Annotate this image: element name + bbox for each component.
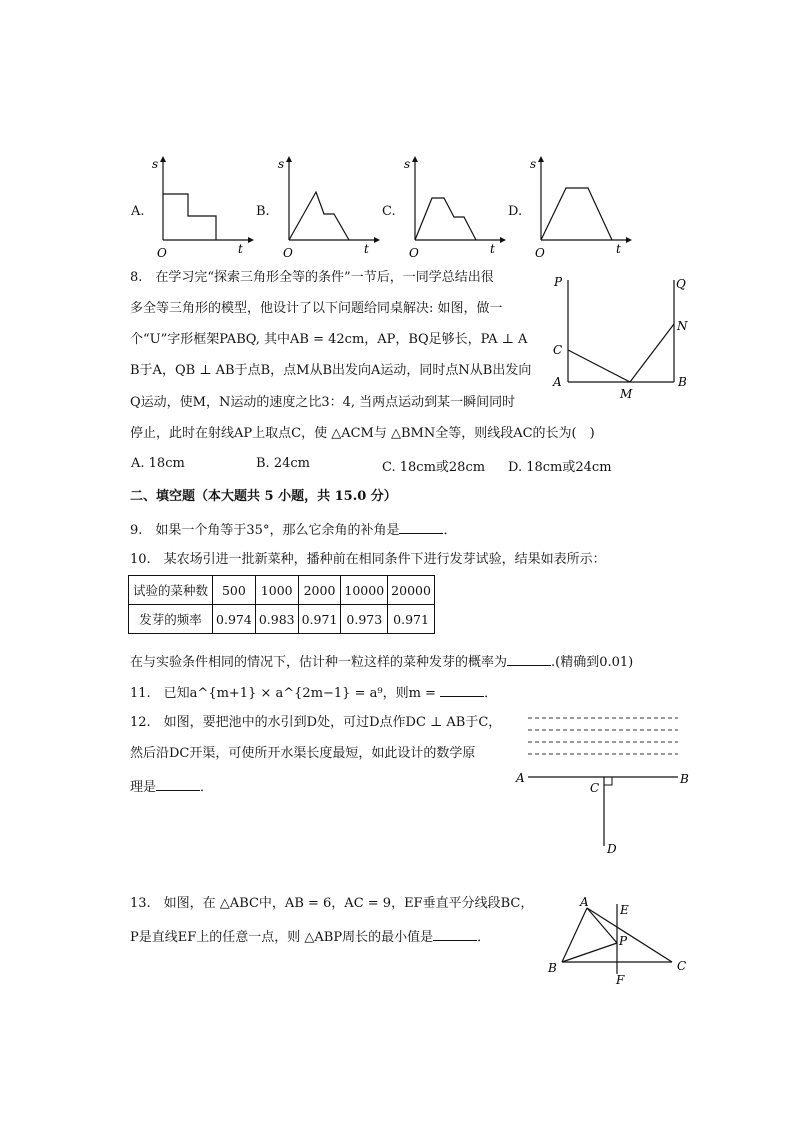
table-cell: 500 — [213, 576, 256, 605]
graph-option-d-label: D. — [508, 204, 523, 219]
q11-answer-blank[interactable] — [440, 682, 484, 697]
graph-d-s-label: s — [530, 157, 537, 171]
graph-a-t-label: t — [238, 242, 243, 256]
q13-end: ． — [477, 930, 491, 945]
q11-end: ． — [484, 686, 498, 701]
q8-option-d[interactable]: D. 18cm或24cm — [508, 460, 612, 475]
q13-answer-blank[interactable] — [433, 926, 477, 941]
q13-label-b: B — [548, 961, 557, 975]
section-2-title: 二、填空题（本大题共 5 小题，共 15.0 分） — [130, 489, 397, 504]
q10-after — [130, 651, 633, 673]
q13-label-e: E — [620, 903, 629, 917]
q12-line-3-text: 理是 — [130, 780, 157, 795]
q10-data-table — [128, 575, 435, 634]
q10-text: 10. 某农场引进一批新菜种，播种前在相同条件下进行发芽试验，结果如表所示： — [130, 552, 606, 567]
graph-c-t-label: t — [490, 242, 495, 256]
table-cell: 0.983 — [255, 605, 298, 634]
q13-label-c: C — [677, 959, 687, 973]
table-row — [129, 605, 435, 634]
q8-option-a[interactable]: A. 18cm — [131, 456, 185, 471]
q12-label-b: B — [680, 772, 689, 786]
graph-b-t-label: t — [364, 242, 369, 256]
q8-label-a: A — [553, 375, 562, 389]
q8-line-5: Q运动，使M，N运动的速度之比3：4, 当两点运动到某一瞬间同时 — [130, 395, 516, 410]
graph-a-s-label: s — [152, 157, 159, 171]
question-11 — [130, 682, 497, 704]
q8-label-n: N — [677, 319, 688, 333]
graph-option-b-label[interactable]: B. — [256, 204, 270, 219]
q8-option-b[interactable]: B. 24cm — [256, 456, 310, 471]
table-cell: 20000 — [388, 576, 435, 605]
q13-label-f: F — [616, 973, 625, 987]
q10-after-text: 在与实验条件相同的情况下，估计种一粒这样的菜种发芽的概率为 — [130, 655, 508, 670]
q12-canal-figure — [512, 710, 696, 860]
q8-line-2: 多全等三角形的模型，他设计了以下问题给同桌解决: 如图，做一 — [130, 301, 503, 316]
q13-triangle-figure — [540, 896, 700, 988]
q8-line-4: B于A，QB ⊥ AB于点B，点M从B出发向A运动，同时点N从B出发向 — [130, 363, 532, 378]
graph-d-t-label: t — [616, 242, 621, 256]
q8-line-1: 8. 在学习完“探索三角形全等的条件”一节后，一同学总结出很 — [130, 270, 494, 285]
q10-answer-blank[interactable] — [507, 651, 551, 666]
graph-d-origin: O — [535, 246, 545, 260]
graph-b-origin: O — [283, 246, 293, 260]
q8-label-c: C — [553, 343, 563, 357]
q9-text: 9. 如果一个角等于35°，那么它余角的补角是 — [130, 523, 400, 538]
graph-c-origin: O — [409, 246, 419, 260]
q12-label-a: A — [516, 771, 525, 785]
table-cell: 0.971 — [388, 605, 435, 634]
q13-line-1: 13. 如图，在 △ABC中，AB = 6，AC = 9，EF垂直平分线段BC， — [130, 896, 534, 911]
graph-option-a-label[interactable]: A. — [131, 204, 145, 219]
q11-text: 11. 已知a^{m+1} × a^{2m−1} = a⁹，则m = — [130, 686, 441, 701]
q9-answer-blank[interactable] — [399, 519, 443, 534]
table-header-cell: 试验的菜种数 — [129, 576, 213, 605]
table-header-cell: 发芽的频率 — [129, 605, 213, 634]
q8-label-m: M — [620, 387, 633, 401]
q12-end: ． — [200, 780, 214, 795]
q8-label-b: B — [678, 375, 687, 389]
q13-line-2-text: P是直线EF上的任意一点，则 △ABP周长的最小值是 — [130, 930, 434, 945]
graph-a-origin: O — [157, 246, 167, 260]
q8-option-c[interactable]: C. 18cm或28cm — [382, 460, 486, 475]
graph-c-s-label: s — [404, 157, 411, 171]
q9-end: ． — [443, 523, 457, 538]
q13-label-p: P — [619, 934, 628, 948]
table-cell: 0.971 — [298, 605, 341, 634]
graph-c — [400, 150, 510, 262]
q12-answer-blank[interactable] — [156, 776, 200, 791]
graph-b-s-label: s — [278, 157, 285, 171]
q12-label-d: D — [607, 842, 617, 856]
graph-d — [526, 150, 636, 262]
q12-line-2: 然后沿DC开渠，可使所开水渠长度最短，如此设计的数学原 — [130, 746, 476, 761]
graph-option-c-label[interactable]: C. — [382, 204, 396, 219]
q8-line-3: 个“U”字形框架PABQ, 其中AB = 42cm，AP，BQ足够长，PA ⊥ A — [130, 332, 528, 347]
table-cell: 0.973 — [341, 605, 388, 634]
table-cell: 0.974 — [213, 605, 256, 634]
question-9 — [130, 519, 456, 541]
table-row — [129, 576, 435, 605]
graph-a — [148, 150, 258, 262]
q12-line-3 — [130, 776, 213, 798]
q8-u-frame-figure — [548, 270, 698, 402]
q8-label-p: P — [554, 275, 563, 289]
q13-label-a: A — [580, 896, 589, 909]
q10-after-end: .(精确到0.01) — [551, 655, 634, 670]
q12-line-1: 12. 如图，要把池中的水引到D处，可过D点作DC ⊥ AB于C， — [130, 715, 502, 730]
q13-line-2 — [130, 926, 490, 948]
graph-b — [274, 150, 384, 262]
q8-label-q: Q — [676, 277, 686, 291]
q12-label-c: C — [590, 781, 600, 795]
table-cell: 2000 — [298, 576, 341, 605]
q8-line-6: 停止，此时在射线AP上取点C，使 △ACM与 △BMN全等，则线段AC的长为( ) — [130, 426, 595, 441]
table-cell: 1000 — [255, 576, 298, 605]
table-cell: 10000 — [341, 576, 388, 605]
